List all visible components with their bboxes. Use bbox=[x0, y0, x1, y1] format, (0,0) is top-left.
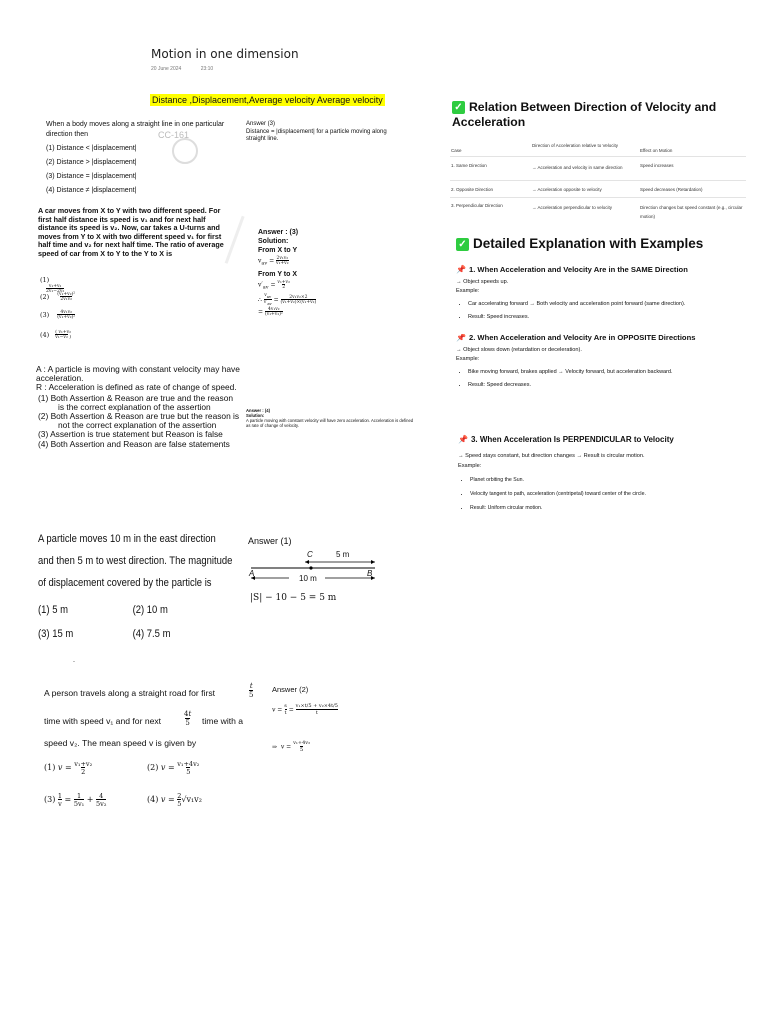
q4-option-3: (3) 15 m bbox=[38, 628, 74, 640]
table-row-3-case: 3. Perpendicular Direction bbox=[451, 203, 503, 208]
s3-arrow: → Speed stays constant, but direction changes → Result is circular motion. bbox=[458, 453, 645, 459]
s1-bullet-2: • Result: Speed increases. bbox=[468, 314, 756, 321]
answer-5-formula-2: ⇒ v = v₁+4v₂ 5 bbox=[272, 740, 311, 753]
s2-bullet-1: • Bike moving forward, brakes applied → Velocity forward, but acceleration backward. bbox=[468, 369, 760, 376]
q2-option-4: (4) ( v₁+v₂ v₁−v₂ ) bbox=[40, 330, 71, 340]
table-section-title: ✓ Relation Between Direction of Velocity and Acceleration bbox=[452, 100, 717, 129]
answer-2-label: Answer : (3) bbox=[258, 229, 299, 236]
q1-option-1: (1) Distance < |displacement| bbox=[46, 145, 137, 153]
q3-assertion: A : A particle is moving with constant velocity may have acceleration. bbox=[36, 364, 240, 384]
table-row-1-case: 1. Same Direction bbox=[451, 163, 487, 168]
q1-option-2: (2) Distance > |displacement| bbox=[46, 159, 137, 167]
answer-2-vav-formula: $v_{av} = 2v_1v_2$ v₁+v₂ bbox=[258, 256, 289, 267]
table-row-2-direction: → Acceleration opposite to velocity bbox=[532, 187, 602, 192]
q3-option-1: (1) Both Assertion & Reason are true and the reason is the correct explanation of the assertion bbox=[38, 392, 234, 412]
s2-arrow: → Object slows down (retardation or deceleration). bbox=[456, 347, 582, 353]
q5-line3: speed v₂. The mean speed v is given by bbox=[44, 738, 197, 748]
answer-5-formula-1: v = s t = v₁×t/5 + v₂×4t/5 t bbox=[272, 703, 338, 716]
arrow-head-right bbox=[371, 560, 375, 564]
table-rule bbox=[450, 197, 746, 198]
s1-bullet-1: • Car accelerating forward → Both velocity and acceleration point forward (same direction). bbox=[468, 301, 756, 308]
label-b: B bbox=[367, 569, 373, 578]
answer-2-solution-label: Solution: bbox=[258, 238, 289, 245]
answer-3-solution-label: Solution: bbox=[246, 413, 265, 418]
q1-option-4: (4) Distance ≠ |displacement| bbox=[46, 187, 137, 195]
answer-3 bbox=[246, 408, 414, 428]
q5-option-3: (3) 1 v = 1 5v₁ + 4 5v₂ bbox=[44, 792, 107, 808]
q3-reason: R : Acceleration is defined as rate of change of speed. bbox=[36, 382, 237, 393]
table-header-direction: Direction of Acceleration relative to Velocity bbox=[532, 143, 619, 148]
watermark-circle-icon bbox=[172, 138, 198, 164]
table-row-2-case: 2. Opposite Direction bbox=[451, 187, 494, 192]
answer-2-ratio-formula: ∴ $v_{av}$ $v'_{av} = 2v_1v_2\times 2$ (v₁+v₂)×(v₁+v₂) bbox=[258, 293, 317, 307]
table-rule bbox=[450, 180, 746, 181]
checkmark-icon: ✓ bbox=[456, 238, 469, 251]
q5-frac-t5: t 5 bbox=[249, 682, 254, 699]
table-rule bbox=[450, 156, 746, 157]
answer-3-label: Answer : (4) bbox=[246, 408, 270, 413]
q5-line1: A person travels along a straight road for first bbox=[44, 688, 216, 698]
s1-title: 📌 1. When Acceleration and Velocity Are in the SAME Direction bbox=[456, 265, 688, 274]
page-title: Motion in one dimension bbox=[151, 47, 299, 61]
answer-3-text: A particle moving with constant velocity will have zero acceleration. Acceleration is defined as rate of change of velocity. bbox=[246, 418, 414, 428]
q2-option-3: (3) 4v₁v₂ (v₁+v₂)² bbox=[40, 310, 76, 320]
pushpin-icon: 📌 bbox=[456, 334, 466, 342]
answer-2 bbox=[258, 228, 378, 317]
answer-1 bbox=[246, 121, 396, 144]
q3-option-3: (3) Assertion is true statement but Reason is false bbox=[38, 429, 223, 440]
s3-bullet-3: • Result: Uniform circular motion. bbox=[470, 505, 758, 512]
q1-option-3: (3) Distance = |displacement| bbox=[46, 173, 137, 181]
q5-option-1: (1) v = v₁+v₂ 2 bbox=[44, 760, 93, 776]
answer-1-text: Distance = |displacement| for a particle moving along straight line. bbox=[246, 128, 387, 142]
q4-option-2: (2) 10 m bbox=[132, 604, 168, 616]
question-2-text: A car moves from X to Y with two different speed. For first half distance its speed is v₁ and for next half distance its speed is v₂. Now, car takes a U-turns and moves from Y to X with two different speed v₁ for first half time and v₂ for next half time. The ratio of average speed of car from X to Y to the Y to X is bbox=[38, 206, 224, 258]
q2-option-2: (2) (v₁+v₂)² 2v₁v₂ bbox=[40, 292, 76, 302]
q5-line2b: time with a bbox=[202, 716, 244, 726]
q3-option-2: (2) Both Assertion & Reason are true but the reason is not the correct explanation of the assertion bbox=[38, 411, 240, 431]
question-4-text: A particle moves 10 m in the east direction and then 5 m to west direction. The magnitude of displacement covered by the particle is bbox=[38, 533, 233, 589]
s3-bullets bbox=[458, 477, 758, 512]
time-text: 23:10 bbox=[200, 66, 214, 72]
small-mark: ˇ bbox=[73, 662, 75, 668]
pushpin-icon: 📌 bbox=[456, 265, 466, 274]
table-row-3-effect: Direction changes but speed constant (e.g., circular motion) bbox=[640, 205, 743, 219]
table-header-case: Case bbox=[451, 148, 462, 153]
label-10m: 10 m bbox=[299, 574, 317, 583]
answer-2-from-yx: From Y to X bbox=[258, 270, 298, 278]
point-c bbox=[309, 566, 312, 569]
table-row-1-direction: → Acceleration and velocity in same direction bbox=[532, 165, 623, 170]
explain-section-2 bbox=[456, 334, 760, 424]
q4-option-1: (1) 5 m bbox=[38, 604, 68, 616]
question-3 bbox=[36, 365, 240, 449]
q4-option-4: (4) 7.5 m bbox=[132, 628, 171, 640]
answer-2-final-formula: = 4v₁v₂ (v₁+v₂)² bbox=[258, 307, 283, 318]
date-text: 20 June 2024 bbox=[151, 66, 182, 72]
arrow-head-left bbox=[305, 560, 309, 564]
q5-option-2: (2) v = v₁+4v₂ 5 bbox=[147, 760, 200, 776]
q5-frac-4t5: 4t 5 bbox=[184, 710, 192, 727]
question-4-options bbox=[38, 598, 210, 646]
s2-bullets bbox=[456, 369, 760, 389]
checkmark-icon: ✓ bbox=[452, 101, 465, 114]
s1-arrow: → Object speeds up. bbox=[456, 279, 509, 285]
s3-example: Example: bbox=[458, 463, 482, 469]
answer-2-vav2-formula: $v'_{av} = v_1+v_2$ 2 bbox=[258, 279, 290, 291]
answer-1-label: Answer (3) bbox=[246, 121, 276, 127]
explain-section-1 bbox=[456, 266, 756, 327]
answer-5-label: Answer (2) bbox=[272, 685, 309, 694]
s2-example: Example: bbox=[456, 356, 480, 362]
answer-4-label: Answer (1) bbox=[248, 536, 292, 546]
table-row-1-effect: Speed increases bbox=[640, 163, 674, 168]
q5-line2: time with speed v₁ and for next bbox=[44, 716, 162, 726]
label-a: A bbox=[249, 569, 255, 578]
label-c: C bbox=[307, 550, 313, 559]
relation-table bbox=[450, 142, 746, 222]
table-row-3-direction: → Acceleration perpendicular to velocity bbox=[532, 205, 613, 210]
question-1-text: When a body moves along a straight line in one particular direction then bbox=[46, 121, 225, 138]
explanation-title: ✓ Detailed Explanation with Examples bbox=[456, 236, 762, 251]
s3-bullet-2: • Velocity tangent to path, acceleration (centripetal) toward center of the circle. bbox=[470, 491, 758, 498]
s2-bullet-2: • Result: Speed decreases. bbox=[468, 382, 760, 389]
table-row-2-effect: Speed decreases (Retardation) bbox=[640, 187, 703, 192]
answer-2-from-xy: From X to Y bbox=[258, 247, 298, 254]
s3-bullet-1: • Planet orbiting the Sun. bbox=[470, 477, 758, 484]
label-5m: 5 m bbox=[336, 550, 350, 559]
pushpin-icon: 📌 bbox=[458, 435, 468, 444]
explain-section-3 bbox=[458, 436, 758, 519]
page-date bbox=[151, 66, 231, 72]
question-1 bbox=[46, 120, 226, 198]
s2-title: 📌 2. When Acceleration and Velocity Are in OPPOSITE Directions bbox=[456, 334, 696, 342]
q5-option-4: (4) v = 2 5√v₁v₂ bbox=[147, 792, 202, 808]
q3-option-4: (4) Both Assertion and Reason are false statements bbox=[38, 438, 230, 449]
s1-bullets bbox=[456, 301, 756, 321]
answer-4-result: |S| − 10 − 5 = 5 m bbox=[250, 593, 337, 603]
table-header-effect: Effect on Motion bbox=[640, 148, 673, 153]
s3-title: 📌 3. When Acceleration Is PERPENDICULAR to Velocity bbox=[458, 435, 674, 444]
highlighted-heading: Distance ,Displacement,Average velocity Average velocity bbox=[152, 95, 383, 105]
question-1-options bbox=[46, 142, 226, 198]
watermark: CC-161 bbox=[158, 130, 190, 140]
s1-example: Example: bbox=[456, 288, 480, 294]
q2-option-1: (1) v₁+v₂ 2v₁−2v₂ bbox=[40, 276, 65, 294]
